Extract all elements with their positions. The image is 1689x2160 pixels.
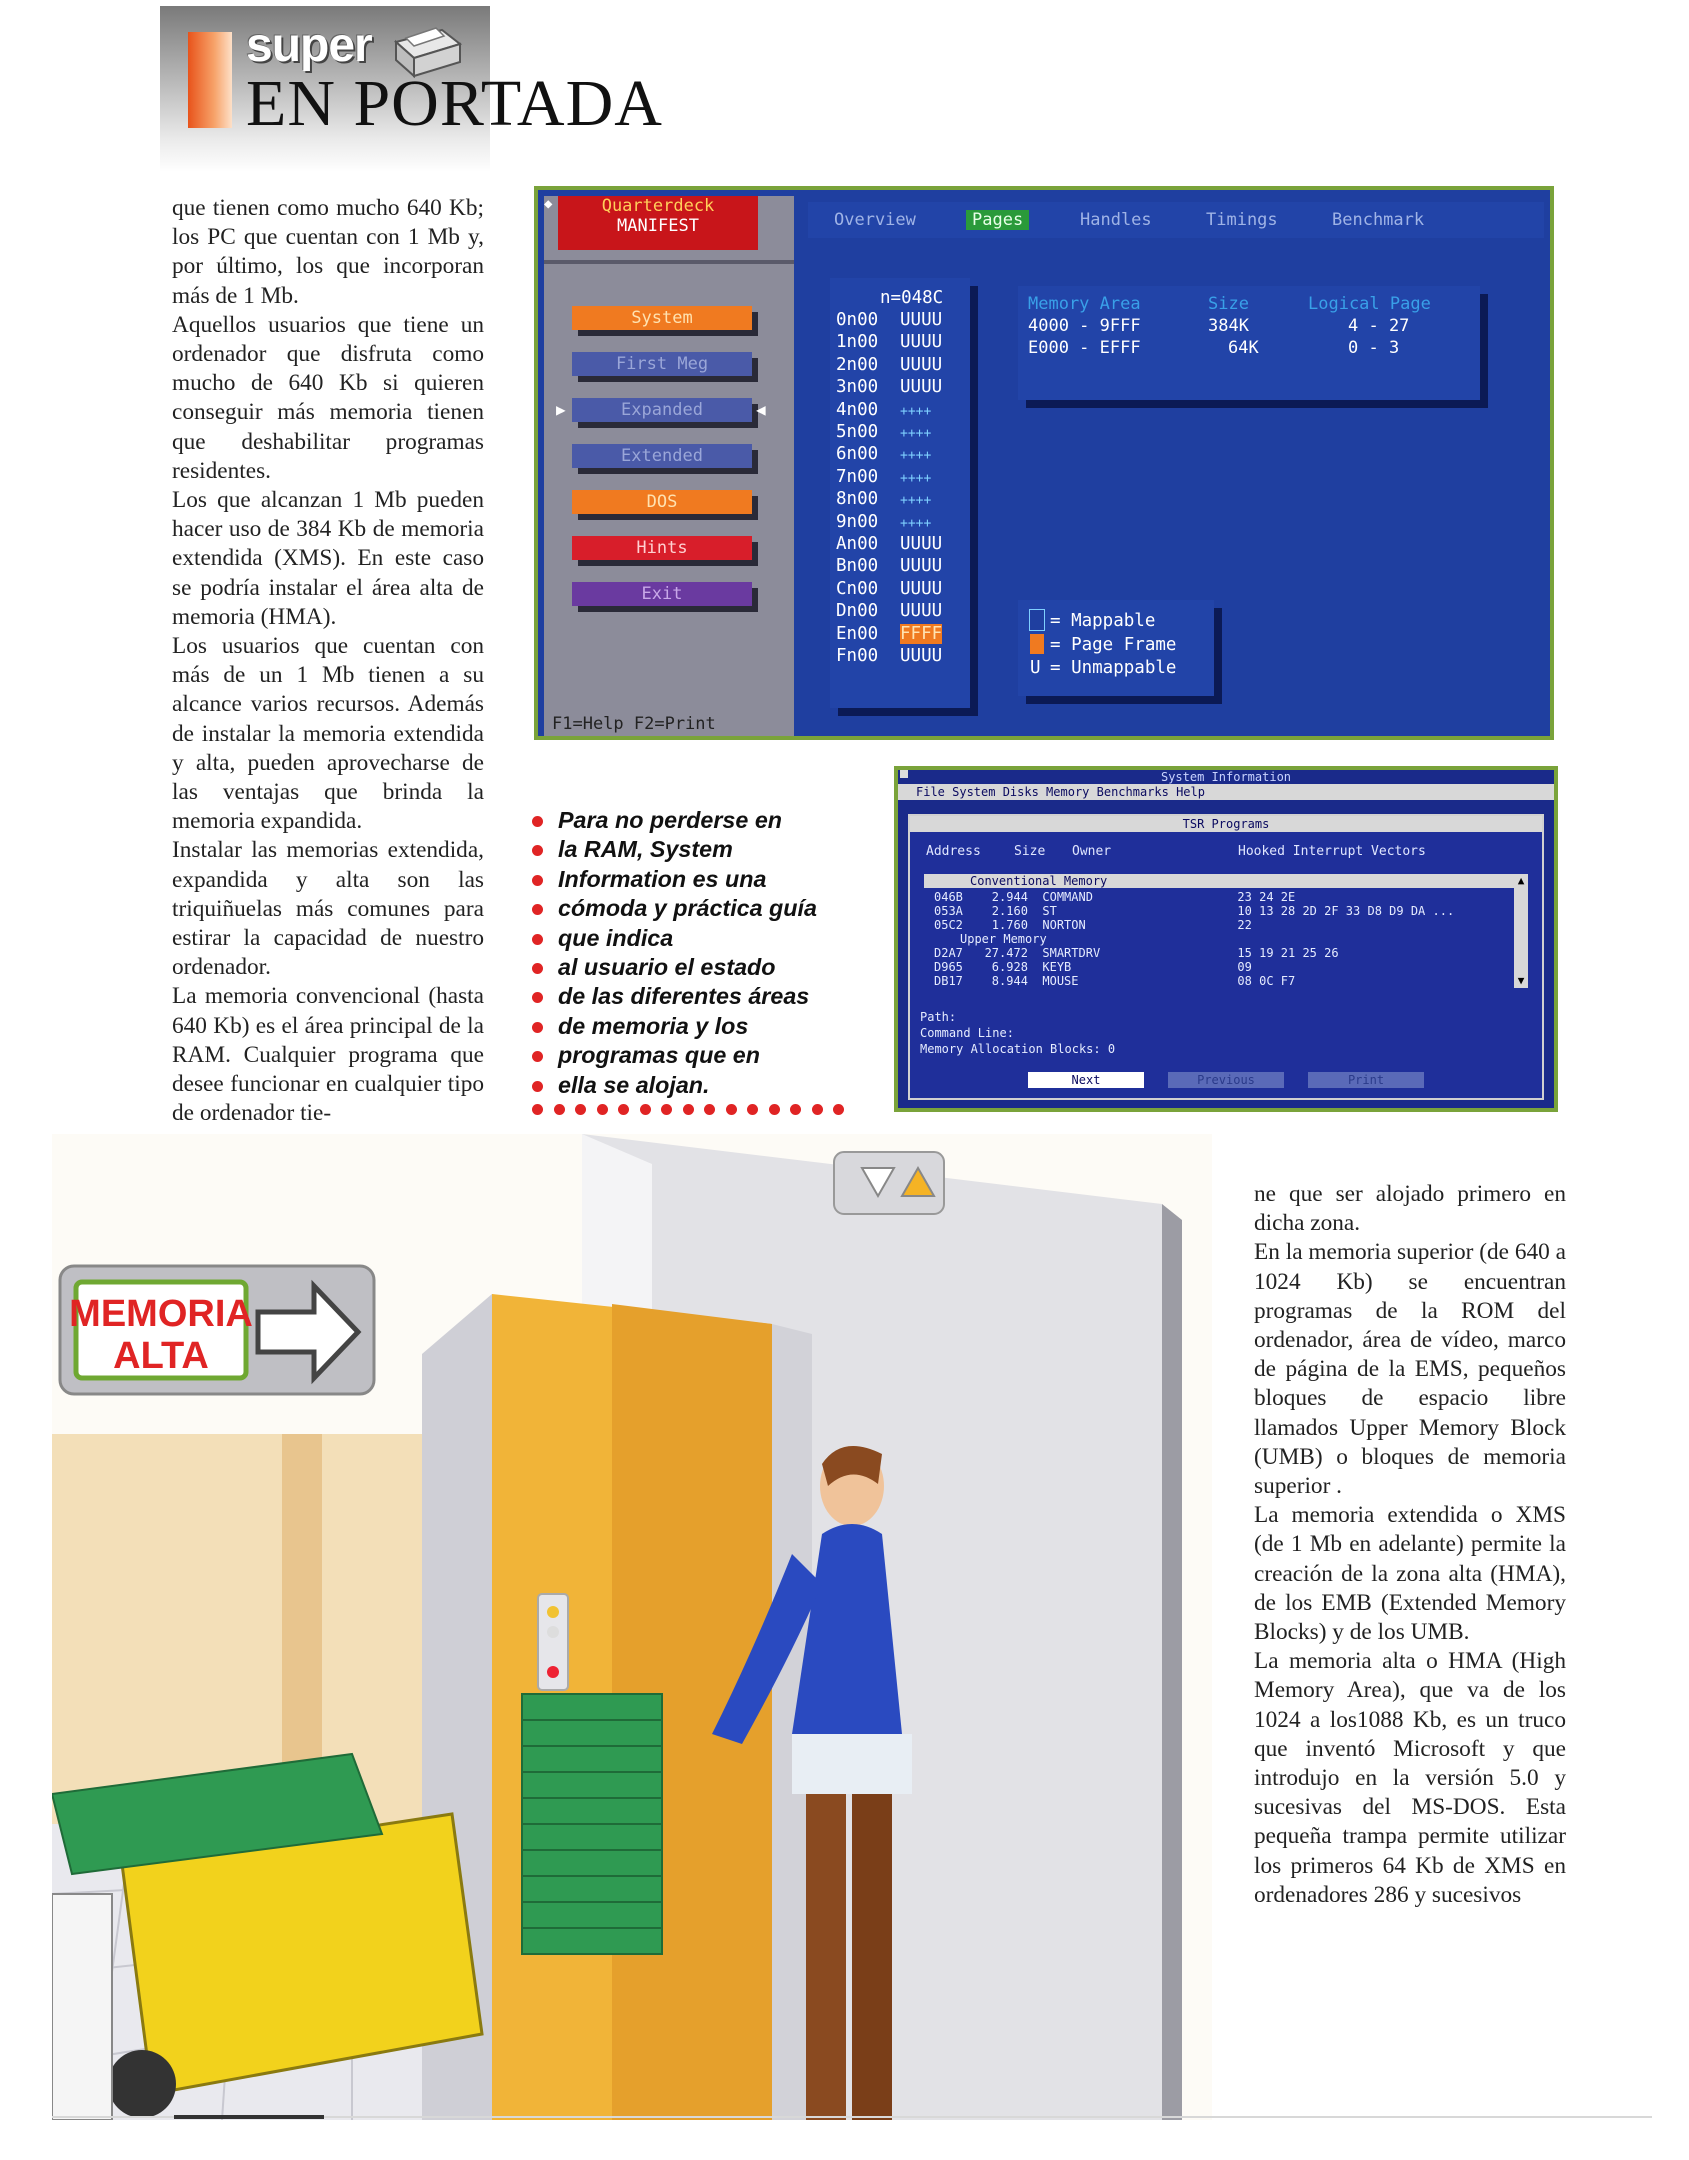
window-title: System Information: [898, 770, 1554, 784]
manifest-tabbar: [808, 202, 1544, 238]
tab-handles[interactable]: Handles: [1080, 210, 1152, 230]
memory-area-cell: 4000 - 9FFF: [1028, 316, 1141, 336]
paragraph: La memoria alta o HMA (High Memory Area), que va de los 1024 a los1088 Kb, es un truco que inventó Microsoft y que introdujo en la versión 5.0 y sucesivas del MS-DOS. Esta pequeña trampa permite utilizar los primeros 64 Kb de XMS en ordenadores 286 y sucesivos: [1254, 1648, 1566, 1908]
group-label-upper: Upper Memory: [960, 932, 1047, 946]
caption-dot: [812, 1104, 823, 1115]
page-status: UUUU: [900, 332, 943, 353]
table-row[interactable]: 053A 2.160 ST 10 13 28 2D 2F 33 D8 D9 DA ...: [934, 904, 1455, 918]
column-header-address: Address: [926, 844, 981, 859]
menu-item-first-meg[interactable]: First Meg: [572, 352, 752, 376]
logical-page-cell: 0 - 3: [1348, 338, 1400, 358]
command-line-label: Command Line:: [920, 1026, 1014, 1040]
caption-line: que indica: [530, 924, 850, 953]
page-map-row: [836, 355, 942, 375]
page-status: UUUU: [900, 578, 943, 599]
previous-button[interactable]: Previous: [1168, 1072, 1284, 1088]
page-map-row: [836, 601, 942, 621]
sign-line2: ALTA: [113, 1335, 209, 1377]
page-status: UUUU: [900, 354, 943, 375]
page-address: 9n00: [836, 511, 879, 532]
table-row[interactable]: 05C2 1.760 NORTON 22: [934, 918, 1252, 932]
page-address: 7n00: [836, 466, 879, 487]
page-map-row: [836, 400, 931, 420]
column-header-memory-area: Memory Area: [1028, 294, 1141, 314]
page-address: Cn00: [836, 578, 879, 599]
orange-accent-block: [188, 32, 232, 128]
caption-line: de memoria y los: [530, 1012, 850, 1041]
menu-bar: [898, 784, 1554, 800]
page-map-row: [836, 556, 942, 576]
diamond-icon: ◆: [544, 196, 553, 212]
column-header-size: Size: [1014, 844, 1046, 859]
page-map-table: [830, 278, 970, 708]
column-header-owner: Owner: [1072, 844, 1112, 859]
caption-dot: [747, 1104, 758, 1115]
caption-line: al usuario el estado: [530, 953, 850, 982]
caption-line: de las diferentes áreas: [530, 982, 850, 1011]
body-text-right: [1254, 1180, 1566, 1910]
page-map-row: [836, 377, 942, 397]
pointer-right-icon: ▶: [556, 400, 566, 419]
page-status: UUUU: [900, 377, 943, 398]
tab-overview[interactable]: Overview: [834, 210, 916, 230]
caption-line: ella se alojan.: [530, 1071, 850, 1100]
caption-dot: [532, 1104, 543, 1115]
caption-dot: [769, 1104, 780, 1115]
page-address: 0n00: [836, 310, 879, 330]
menu-item-dos[interactable]: DOS: [572, 490, 752, 514]
page-map-header: n=048C: [880, 288, 944, 308]
elevator-illustration: [52, 1134, 1212, 2120]
photo-caption: [530, 806, 850, 1100]
page-address: En00: [836, 623, 879, 644]
group-label-conventional: Conventional Memory: [970, 874, 1108, 888]
caption-dot-rule: [532, 1104, 852, 1118]
manifest-logo-line2: MANIFEST: [617, 216, 699, 236]
table-row[interactable]: D2A7 27.472 SMARTDRV 15 19 21 25 26: [934, 946, 1339, 960]
paragraph: En la memoria superior (de 640 a 1024 Kb) se encuentran programas de la ROM del ordenador, área de vídeo, marco de página de la EMS, pequeños bloques de espacio libre llamados Upper Memory Block (UMB) o bloques de memoria superior .: [1254, 1239, 1566, 1500]
manifest-logo: [558, 196, 758, 250]
manifest-logo-line1: Quarterdeck: [601, 196, 715, 216]
size-cell: 384K: [1208, 316, 1249, 336]
page-address: 3n00: [836, 377, 879, 398]
page-map-row: [836, 624, 942, 644]
page-map-row: [836, 646, 942, 666]
page-map-row: [836, 444, 931, 464]
caption-dot: [704, 1104, 715, 1115]
paragraph: La memoria extendida o XMS (de 1 Mb en adelante) permite la creación de la zona alta (HMA), de los EMB (Extended Memory Blocks) y de los UMB.: [1254, 1502, 1566, 1646]
page-status: ++++: [900, 493, 932, 509]
paragraph: ne que ser alojado primero en dicha zona.: [1254, 1181, 1566, 1237]
page-status: ++++: [900, 426, 932, 441]
size-cell: 64K: [1228, 338, 1259, 358]
bottom-rule-accent: [174, 2115, 324, 2119]
pointer-left-icon: ◀: [756, 400, 766, 419]
column-header-logical-page: Logical Page: [1308, 294, 1431, 314]
page-address: 5n00: [836, 422, 879, 442]
caption-dot: [575, 1104, 586, 1115]
page-status: ++++: [900, 470, 932, 486]
next-button[interactable]: Next: [1028, 1072, 1144, 1088]
caption-line: Para no perderse en: [530, 806, 850, 835]
section-title: EN PORTADA: [246, 67, 663, 140]
memoria-alta-sign: [60, 1266, 374, 1394]
tab-pages[interactable]: Pages: [966, 210, 1029, 230]
legend-swatch: [1030, 610, 1044, 630]
manifest-sidebar: [544, 196, 794, 736]
page-status: UUUU: [900, 310, 943, 330]
column-header-size: Size: [1208, 294, 1249, 314]
page-status: ++++: [900, 515, 932, 531]
page-address: Dn00: [836, 601, 879, 622]
table-row[interactable]: DB17 8.944 MOUSE 08 0C F7: [934, 974, 1296, 988]
page-status: UUUU: [900, 534, 943, 554]
paragraph: Instalar las memorias extendida, expandida y alta son las triquiñuelas más comunes para estirar la capacidad de nuestro ordenador.: [172, 837, 484, 981]
legend-item-page-frame: [1030, 634, 1176, 655]
page-map-row: [836, 489, 931, 509]
page-map-row: [836, 332, 942, 352]
page-status: UUUU: [900, 601, 943, 622]
page-status: UUUU: [900, 646, 943, 666]
page-map-row: [836, 534, 942, 554]
legend-label: = Mappable: [1050, 611, 1156, 631]
page-status: ++++: [900, 448, 932, 464]
manifest-footer: F1=Help F2=Print: [552, 714, 716, 734]
page-status: ++++: [900, 403, 932, 419]
caption-line: cómoda y práctica guía: [530, 894, 850, 923]
manifest-screenshot: [534, 186, 1554, 740]
paragraph: Los que alcanzan 1 Mb pueden hacer uso de 384 Kb de memoria extendida (XMS). En este caso se podría instalar el área alta de memoria (HMA).: [172, 487, 484, 630]
paragraph: Los usuarios que cuentan con más de un 1 Mb tienen a su alcance varios recursos. Además de instalar la memoria extendida y alta, pueden aprovecharse de las ventajas que brinda la memoria expandida.: [172, 633, 484, 835]
paragraph: que tienen como mucho 640 Kb; los PC que cuentan con 1 Mb y, por último, los que incorporan más de 1 Mb.: [172, 195, 484, 309]
tab-benchmark[interactable]: Benchmark: [1332, 210, 1425, 230]
caption-line: programas que en: [530, 1041, 850, 1070]
body-text-left: [172, 194, 484, 1129]
page-map-row: [836, 467, 931, 487]
column-header-vectors: Hooked Interrupt Vectors: [1238, 844, 1426, 859]
legend-label: = Page Frame: [1050, 635, 1177, 655]
memory-area-cell: E000 - EFFF: [1028, 338, 1141, 358]
legend-item-mappable: [1030, 610, 1155, 631]
page-address: 6n00: [836, 444, 879, 465]
memory-area-table: [1018, 286, 1480, 400]
elevator-indicator-icon: [834, 1152, 944, 1214]
print-button[interactable]: Print: [1308, 1072, 1424, 1088]
caption-line: Information es una: [530, 865, 850, 894]
caption-dot: [683, 1104, 694, 1115]
page-map-row: [836, 579, 942, 599]
menu-item-extended[interactable]: Extended: [572, 444, 752, 468]
tsr-programs-panel: [908, 814, 1544, 1100]
legend-label: = Unmappable: [1050, 658, 1177, 678]
page-status: FFFF: [900, 623, 943, 644]
legend-key: U: [1030, 658, 1041, 678]
page-address: An00: [836, 534, 879, 554]
system-menu-icon[interactable]: [900, 770, 908, 778]
caption-dot: [554, 1104, 565, 1115]
menu-item-expanded[interactable]: Expanded: [572, 398, 752, 422]
caption-dot: [790, 1104, 801, 1115]
mab-label: Memory Allocation Blocks: 0: [920, 1042, 1116, 1056]
page-address: Bn00: [836, 556, 879, 577]
page-map-row: [836, 512, 931, 532]
page-status: UUUU: [900, 556, 943, 577]
caption-dot: [833, 1104, 844, 1115]
caption-dot: [618, 1104, 629, 1115]
super-logo: super: [246, 19, 372, 72]
caption-dot: [597, 1104, 608, 1115]
page-map-legend: [1018, 600, 1214, 696]
table-row[interactable]: D965 6.928 KEYB 09: [934, 960, 1252, 974]
legend-item-unmappable: [1030, 658, 1176, 678]
scroll-up-icon[interactable]: ▲: [1517, 874, 1525, 887]
caption-line: la RAM, System: [530, 835, 850, 864]
caption-dot: [726, 1104, 737, 1115]
sign-line1: MEMORIA: [69, 1293, 253, 1335]
scrollbar[interactable]: [1514, 874, 1528, 988]
menu-item-system[interactable]: System: [572, 306, 752, 330]
page-map-row: [836, 422, 931, 442]
page-address: Fn00: [836, 646, 879, 666]
menu-item-hints[interactable]: Hints: [572, 536, 752, 560]
page-address: 4n00: [836, 399, 879, 420]
page-address: 2n00: [836, 354, 879, 375]
page-address: 1n00: [836, 332, 879, 353]
paragraph: La memoria convencional (hasta 640 Kb) es el área principal de la RAM. Cualquier programa que desee funcionar en cualquier tipo de ordenador tie-: [172, 983, 484, 1127]
menu-bar-items[interactable]: File System Disks Memory Benchmarks Help: [916, 785, 1205, 799]
page-map-row: [836, 310, 942, 330]
path-label: Path:: [920, 1010, 957, 1024]
paragraph: Aquellos usuarios que tiene un ordenador que disfruta como mucho de 640 Kb si quieren conseguir más memoria tienen que deshabilitar programas residentes.: [172, 311, 484, 484]
legend-swatch: [1030, 634, 1044, 654]
panel-title: TSR Programs: [910, 816, 1542, 832]
scroll-down-icon[interactable]: ▼: [1517, 974, 1525, 987]
caption-dot: [640, 1104, 651, 1115]
table-row[interactable]: 046B 2.944 COMMAND 23 24 2E: [934, 890, 1296, 904]
page-address: 8n00: [836, 489, 879, 510]
menu-item-exit[interactable]: Exit: [572, 582, 752, 606]
logical-page-cell: 4 - 27: [1348, 316, 1410, 336]
system-information-screenshot: [894, 766, 1558, 1112]
caption-dot: [661, 1104, 672, 1115]
tab-timings[interactable]: Timings: [1206, 210, 1278, 230]
